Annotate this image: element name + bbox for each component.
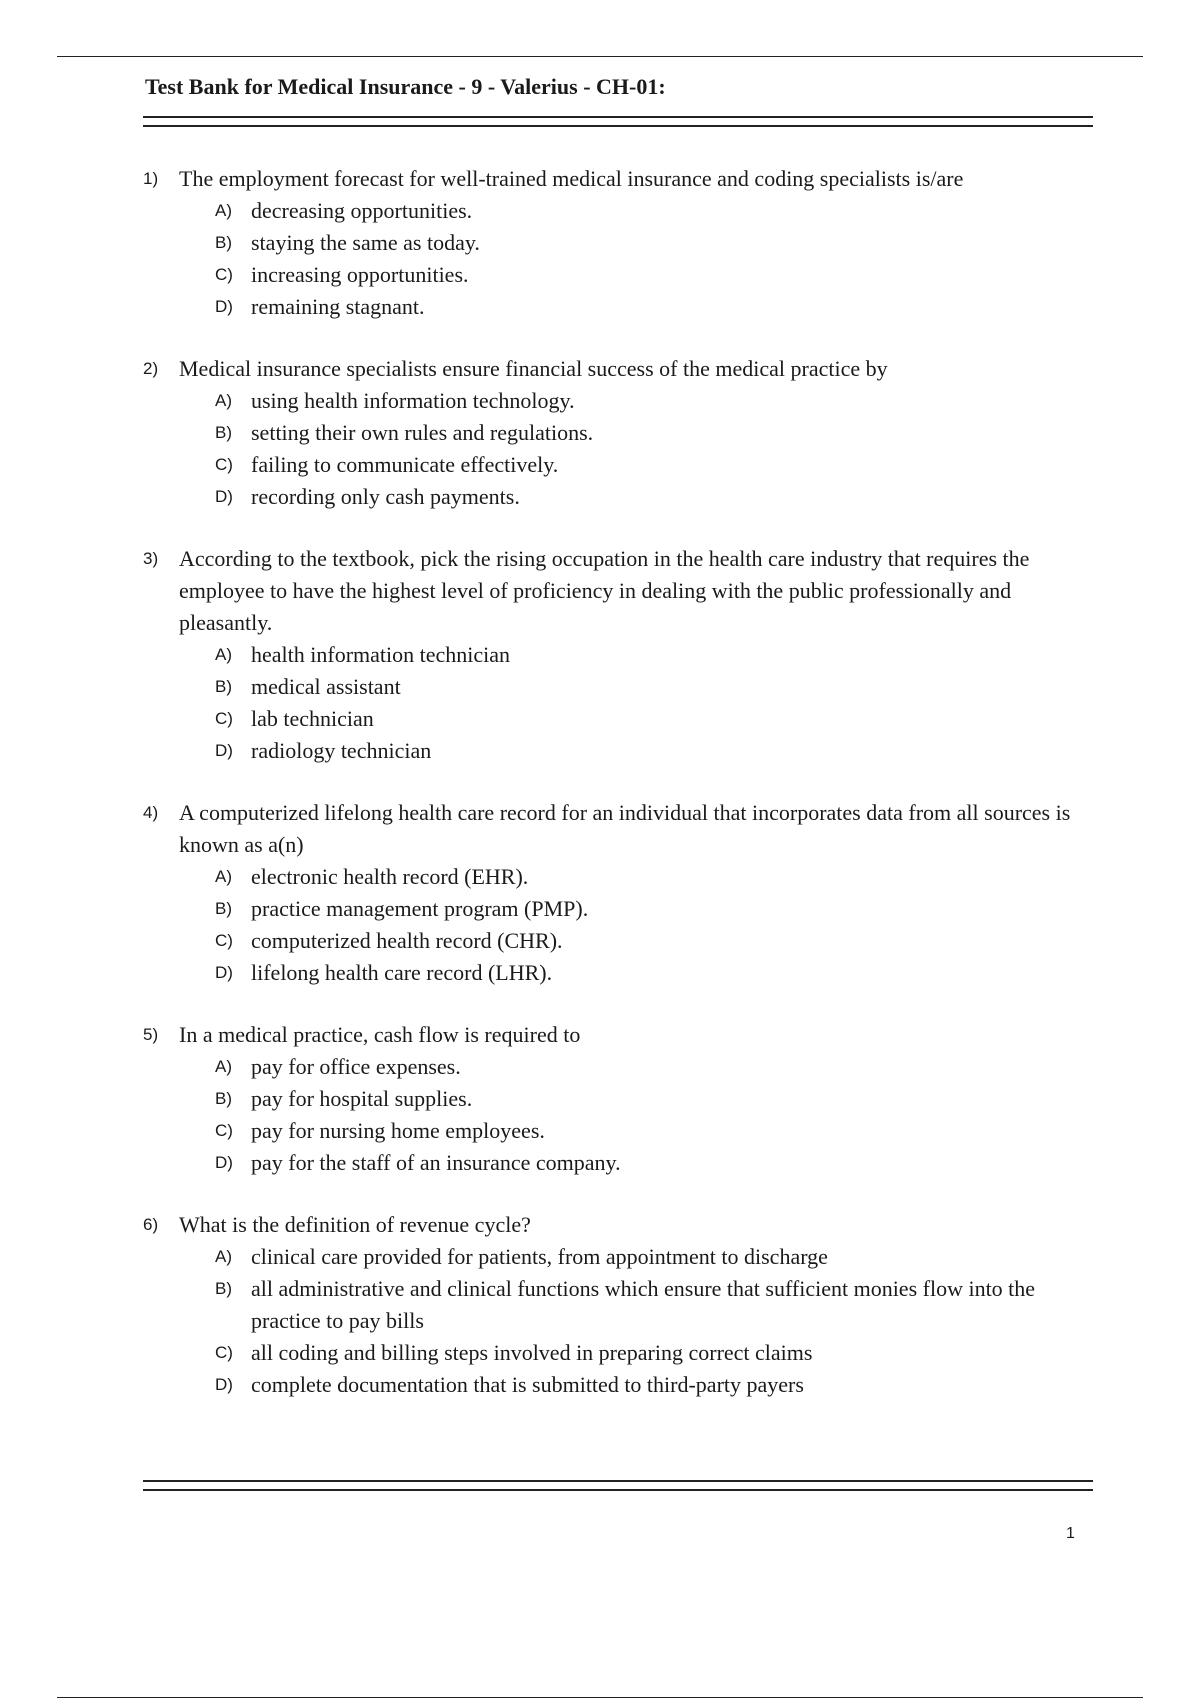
question-stem (143, 543, 1093, 639)
answer-choice-c (215, 925, 1093, 957)
choice-letter: A) (215, 645, 232, 664)
choice-text: health information technician (251, 642, 511, 667)
question-stem (143, 1019, 1093, 1051)
answer-choice-b (215, 227, 1093, 259)
answer-choice-b (215, 671, 1093, 703)
choice-text: lifelong health care record (LHR). (251, 960, 553, 985)
choice-text: staying the same as today. (251, 230, 480, 255)
choice-text: pay for the staff of an insurance company. (251, 1150, 621, 1175)
question-number: 2) (143, 359, 159, 378)
answer-choices (215, 195, 1093, 323)
choice-letter: D) (215, 1375, 233, 1394)
answer-choice-c (215, 449, 1093, 481)
choice-letter: D) (215, 297, 233, 316)
answer-choice-a (215, 639, 1093, 671)
choice-text: pay for nursing home employees. (251, 1118, 545, 1143)
choice-letter: B) (215, 677, 232, 696)
question-text: What is the definition of revenue cycle? (179, 1212, 531, 1237)
answer-choice-a (215, 385, 1093, 417)
question-2 (143, 353, 1093, 513)
answer-choice-a (215, 861, 1093, 893)
choice-text: medical assistant (251, 674, 401, 699)
choice-letter: B) (215, 423, 232, 442)
question-1 (143, 163, 1093, 323)
answer-choice-c (215, 703, 1093, 735)
choice-letter: D) (215, 1153, 233, 1172)
choice-letter: C) (215, 931, 233, 950)
answer-choice-b (215, 1273, 1093, 1337)
choice-text: using health information technology. (251, 388, 575, 413)
choice-letter: C) (215, 265, 233, 284)
question-text: The employment forecast for well-trained medical insurance and coding specialists is/are (179, 166, 964, 191)
answer-choice-c (215, 1337, 1093, 1369)
choice-letter: A) (215, 1247, 232, 1266)
choice-text: pay for hospital supplies. (251, 1086, 473, 1111)
question-number: 5) (143, 1025, 159, 1044)
choice-text: failing to communicate effectively. (251, 452, 559, 477)
answer-choice-c (215, 259, 1093, 291)
question-6 (143, 1209, 1093, 1401)
choice-letter: C) (215, 1343, 233, 1362)
answer-choice-d (215, 957, 1093, 989)
question-text: In a medical practice, cash flow is required to (179, 1022, 581, 1047)
choice-text: clinical care provided for patients, from appointment to discharge (251, 1244, 828, 1269)
choice-letter: C) (215, 709, 233, 728)
answer-choices (215, 1241, 1093, 1401)
top-page-rule (57, 56, 1143, 57)
choice-text: recording only cash payments. (251, 484, 520, 509)
answer-choices (215, 385, 1093, 513)
answer-choice-d (215, 1147, 1093, 1179)
question-3 (143, 543, 1093, 767)
choice-text: electronic health record (EHR). (251, 864, 529, 889)
choice-letter: A) (215, 1057, 232, 1076)
choice-text: setting their own rules and regulations. (251, 420, 594, 445)
choice-letter: B) (215, 1279, 232, 1298)
choice-text: practice management program (PMP). (251, 896, 589, 921)
answer-choice-b (215, 893, 1093, 925)
question-number: 3) (143, 549, 159, 568)
choice-letter: A) (215, 391, 232, 410)
choice-text: increasing opportunities. (251, 262, 469, 287)
choice-letter: D) (215, 963, 233, 982)
choice-text: all administrative and clinical functions which ensure that sufficient monies flow into the practice to pay bills (251, 1276, 1036, 1333)
answer-choice-b (215, 1083, 1093, 1115)
choice-letter: A) (215, 867, 232, 886)
question-text: According to the textbook, pick the rising occupation in the health care industry that requires the employee to have the highest level of proficiency in dealing with the public professionally and pleasantly. (179, 546, 1030, 635)
question-stem (143, 1209, 1093, 1241)
answer-choice-b (215, 417, 1093, 449)
question-number: 1) (143, 169, 159, 188)
choice-letter: C) (215, 1121, 233, 1140)
choice-text: all coding and billing steps involved in preparing correct claims (251, 1340, 813, 1365)
choice-text: remaining stagnant. (251, 294, 425, 319)
question-number: 4) (143, 803, 159, 822)
answer-choices (215, 639, 1093, 767)
choice-text: decreasing opportunities. (251, 198, 473, 223)
title-double-rule (143, 116, 1093, 127)
question-stem (143, 163, 1093, 195)
choice-letter: A) (215, 201, 232, 220)
answer-choice-d (215, 735, 1093, 767)
question-5 (143, 1019, 1093, 1179)
answer-choice-a (215, 1051, 1093, 1083)
choice-text: computerized health record (CHR). (251, 928, 563, 953)
choice-letter: B) (215, 899, 232, 918)
answer-choices (215, 1051, 1093, 1179)
question-text: A computerized lifelong health care record for an individual that incorporates data from all sources is known as a(n) (179, 800, 1071, 857)
choice-text: lab technician (251, 706, 374, 731)
answer-choice-a (215, 195, 1093, 227)
question-text: Medical insurance specialists ensure financial success of the medical practice by (179, 356, 888, 381)
question-list (143, 163, 1093, 1401)
choice-letter: C) (215, 455, 233, 474)
choice-text: complete documentation that is submitted to third-party payers (251, 1372, 804, 1397)
answer-choice-d (215, 1369, 1093, 1401)
footer-double-rule (143, 1480, 1093, 1491)
document-title: Test Bank for Medical Insurance - 9 - Valerius - CH-01: (145, 74, 666, 99)
answer-choice-c (215, 1115, 1093, 1147)
question-4 (143, 797, 1093, 989)
choice-text: radiology technician (251, 738, 432, 763)
answer-choice-d (215, 481, 1093, 513)
document-page (143, 72, 1093, 1431)
question-number: 6) (143, 1215, 159, 1234)
choice-letter: D) (215, 741, 233, 760)
page-number: 1 (1066, 1525, 1075, 1542)
question-stem (143, 797, 1093, 861)
choice-letter: B) (215, 1089, 232, 1108)
choice-text: pay for office expenses. (251, 1054, 461, 1079)
answer-choice-a (215, 1241, 1093, 1273)
choice-letter: B) (215, 233, 232, 252)
choice-letter: D) (215, 487, 233, 506)
question-stem (143, 353, 1093, 385)
answer-choice-d (215, 291, 1093, 323)
bottom-page-rule (57, 1697, 1143, 1698)
answer-choices (215, 861, 1093, 989)
